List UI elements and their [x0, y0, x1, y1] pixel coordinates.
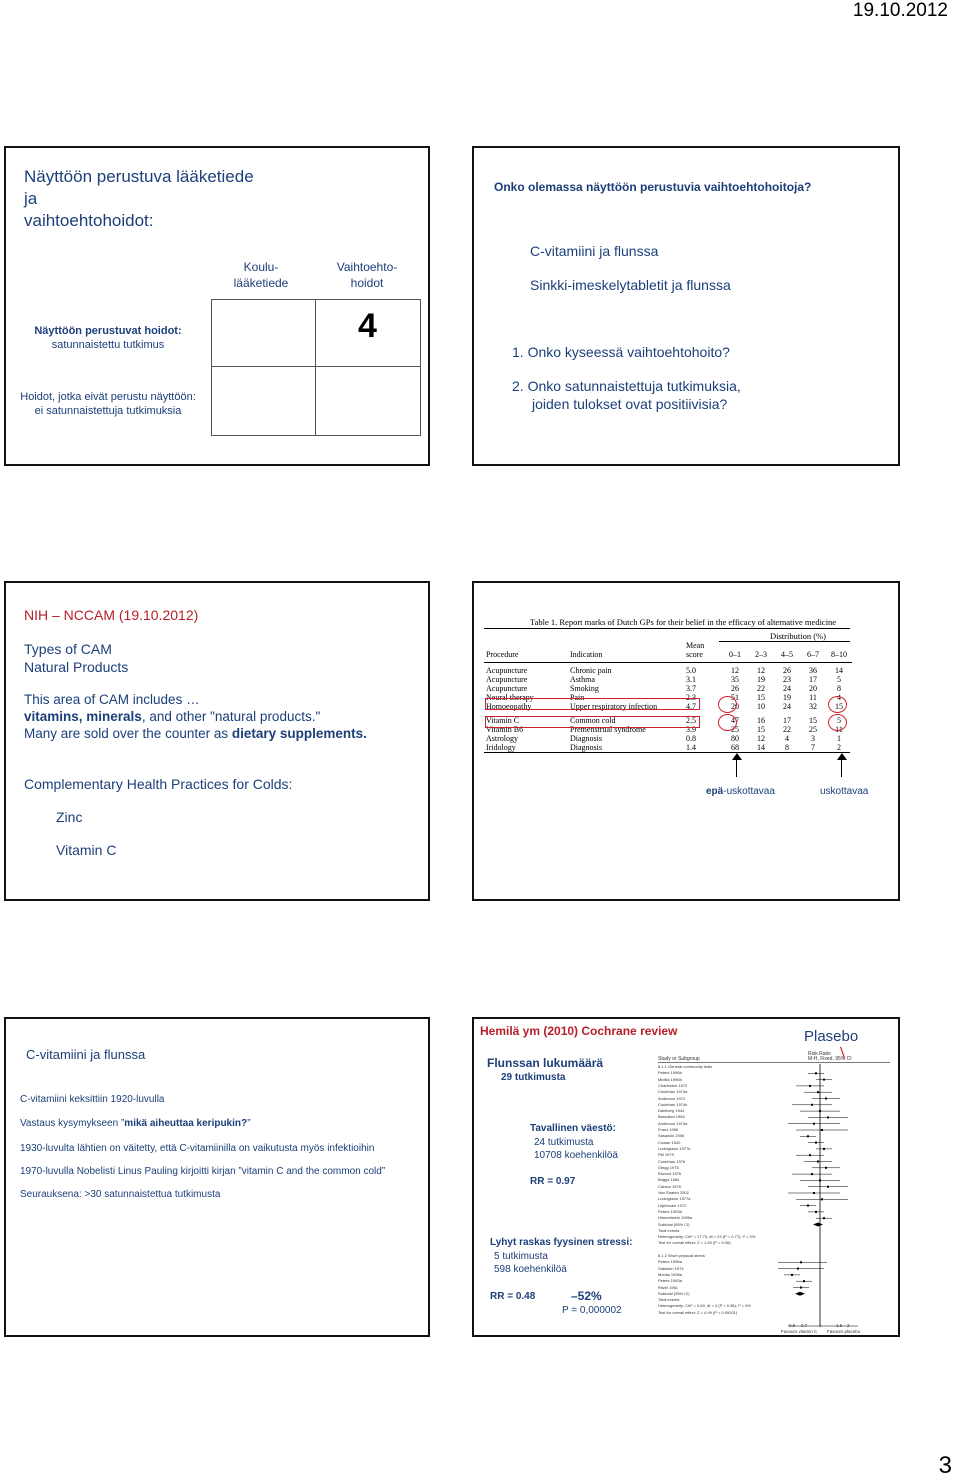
- gp-cell-distribution: 25: [731, 725, 739, 734]
- population-rr: RR = 0.97: [530, 1176, 576, 1187]
- page-number: 3: [938, 1452, 952, 1479]
- slide-evidence-table: [4, 146, 430, 466]
- gp-cell-distribution: 14: [835, 666, 843, 675]
- forest-plot: [658, 1051, 890, 1335]
- forest-point: [823, 1148, 825, 1150]
- forest-point: [811, 1104, 813, 1106]
- axis-favours-placebo: Favours placebo: [827, 1329, 861, 1334]
- gp-cell-distribution: 68: [731, 743, 739, 752]
- gp-table-row: [484, 666, 852, 675]
- slide3-practices: Complementary Health Practices for Colds:: [24, 776, 293, 792]
- forest-study-label: Liljeforsen 1972: [658, 1202, 687, 1208]
- gp-cell-mean: 3.7: [686, 684, 696, 693]
- stress-percent: –52%: [571, 1289, 602, 1303]
- forest-point: [821, 1129, 823, 1131]
- forest-diamond: [813, 1223, 823, 1227]
- forest-study-label: 8.1.2 Short physical stress: [658, 1253, 705, 1258]
- forest-point: [813, 1123, 815, 1125]
- gp-cell-distribution: 4: [785, 734, 789, 743]
- gp-table: [484, 641, 852, 752]
- gp-table-distribution-label: Distribution (%): [770, 631, 826, 641]
- forest-study-label: Test for overall effect: Z = 1.90 (P = 0.06): [658, 1240, 731, 1246]
- gp-cell-distribution: 51: [731, 693, 739, 702]
- gp-cell-distribution: 26: [783, 666, 791, 675]
- gp-col-dist: 4–5: [781, 650, 793, 659]
- forest-point: [817, 1161, 819, 1163]
- slide5-line1: C-vitamiini keksittiin 1920-luvulla: [20, 1094, 165, 1105]
- gp-cell-procedure: Vitamin C: [486, 716, 520, 725]
- forest-study-label: Sasazuki 2006: [658, 1133, 685, 1139]
- gp-table-rule-bottom: [484, 752, 850, 753]
- slide-vitamin-c-history: [4, 1017, 430, 1337]
- slide3-item-vitamin-c: Vitamin C: [56, 842, 117, 858]
- label-believable: uskottavaa: [820, 786, 869, 797]
- gp-cell-distribution: 12: [731, 666, 739, 675]
- highlight-homoeopathy: [485, 698, 700, 710]
- slide2-topic-zinc: Sinkki-imeskelytabletit ja flunssa: [530, 277, 731, 293]
- forest-point: [823, 1079, 825, 1081]
- forest-study-label: Pitt 1979: [658, 1152, 674, 1158]
- gp-cell-distribution: 3: [811, 734, 815, 743]
- forest-point: [811, 1173, 813, 1175]
- axis-tick: 2: [847, 1323, 850, 1328]
- gp-cell-distribution: 24: [783, 702, 791, 711]
- gp-cell-distribution: 19: [757, 675, 765, 684]
- forest-study-label: Bancalari 1984: [658, 1114, 685, 1120]
- gp-cell-mean: 5.0: [686, 666, 696, 675]
- forest-study-label: Subtotal (95% CI): [658, 1221, 690, 1227]
- forest-study-label: Heterogeneity: Chi² = 0.60, df = 4 (P = 0.96); I² = 0%: [658, 1303, 751, 1309]
- axis-tick: 0.5: [789, 1323, 796, 1328]
- slide-nccam: [4, 581, 430, 901]
- forest-study-label: Ludvigsson 1977b: [658, 1145, 691, 1151]
- forest-study-label: Total events: [658, 1297, 680, 1303]
- gp-cell-distribution: 15: [757, 725, 765, 734]
- slide5-line2: Vastaus kysymykseen ”mikä aiheuttaa keripukin?”: [20, 1118, 251, 1129]
- slide5-line4: 1970-luvulla Nobelisti Linus Pauling kirjoitti kirjan ”vitamin C and the common cold”: [20, 1166, 386, 1177]
- forest-point: [819, 1179, 821, 1181]
- gp-cell-distribution: 14: [757, 743, 765, 752]
- forest-study-label: Peters 1996a: [658, 1259, 682, 1265]
- row-label-no-evidence: Hoidot, jotka eivät perustu näyttöön: ei satunnaistettuja tutkimuksia: [20, 391, 196, 417]
- col-header-alternative: Vaihtoehto- hoidot: [336, 260, 398, 290]
- forest-study-list: [658, 1064, 798, 1314]
- slide2-question: Onko olemassa näyttöön perustuvia vaihtoehtohoitoja?: [494, 180, 812, 194]
- gp-cell-distribution: 22: [783, 725, 791, 734]
- slide3-item-zinc: Zinc: [56, 809, 83, 825]
- forest-point: [813, 1192, 815, 1194]
- gp-cell-mean: 4.7: [686, 702, 696, 711]
- arrowhead-left: [732, 753, 742, 760]
- forest-study-label: Franz 1956: [658, 1127, 679, 1132]
- gp-cell-distribution: 36: [809, 666, 817, 675]
- slide-alternative-questions: [472, 146, 900, 466]
- forest-marks: [778, 1064, 888, 1328]
- gp-cell-distribution: 12: [757, 734, 765, 743]
- forest-study-label: Glegg 1975: [658, 1164, 679, 1170]
- forest-point: [821, 1198, 823, 1200]
- evidence-grid: [211, 299, 421, 436]
- gp-cell-mean: 0.8: [686, 734, 696, 743]
- forest-study-label: Elwood 1976: [658, 1171, 682, 1177]
- gp-cell-procedure: Neural therapy: [486, 693, 534, 702]
- forest-header-rr-method: M-H, Fixed, 95% CI: [808, 1056, 852, 1062]
- forest-header-rule: [658, 1062, 890, 1063]
- gp-col-procedure: Procedure: [486, 650, 519, 659]
- gp-table-header-row: [484, 641, 852, 659]
- row-label-evidence: Näyttöön perustuvat hoidot: satunnaistettu tutkimus: [34, 325, 182, 351]
- gp-cell-distribution: 20: [731, 702, 739, 711]
- forest-point: [825, 1098, 827, 1100]
- forest-point: [800, 1287, 802, 1289]
- forest-study-label: Ritzel 1961: [658, 1284, 679, 1290]
- forest-point: [827, 1116, 829, 1118]
- slide-cochrane-review: [472, 1017, 900, 1337]
- stress-rr: RR = 0.48: [490, 1291, 536, 1302]
- gp-cell-distribution: 25: [809, 725, 817, 734]
- forest-study-label: Peters 1993b: [658, 1208, 682, 1214]
- gp-table-rule-top: [484, 628, 850, 629]
- gp-col-mean: Mean score: [686, 641, 705, 659]
- forest-point: [815, 1072, 817, 1074]
- forest-point: [815, 1142, 817, 1144]
- slide1-title: Näyttöön perustuva lääketiede ja vaihtoehtohoidot:: [24, 167, 254, 230]
- grid-cell-value: 4: [358, 307, 377, 345]
- flu-studies: 29 tutkimusta: [501, 1072, 566, 1083]
- circle-vitamin-c-high: [828, 714, 847, 731]
- forest-diamond: [795, 1292, 805, 1296]
- slide2-question-1: 1. Onko kyseessä vaihtoehtohoito?: [512, 344, 730, 360]
- stress-people: 598 koehenkilöä: [494, 1264, 567, 1275]
- forest-study-label: Ludvigsson 1977a: [658, 1196, 691, 1202]
- stress-heading: Lyhyt raskas fyysinen stressi:: [490, 1237, 633, 1248]
- forest-study-label: Himmelstein 1996a: [658, 1215, 693, 1221]
- forest-study-label: 8.1.1 General community trials: [658, 1064, 713, 1069]
- gp-col-dist: 0–1: [729, 650, 741, 659]
- axis-favours-vitamin-c: Favours vitamin C: [781, 1329, 818, 1334]
- forest-study-label: Peters 1996b: [658, 1070, 682, 1076]
- gp-cell-indication: Diagnosis: [570, 743, 602, 752]
- placebo-label: Plasebo: [804, 1028, 859, 1045]
- gp-cell-distribution: 15: [809, 716, 817, 725]
- gp-cell-mean: 2.3: [686, 693, 696, 702]
- forest-point: [817, 1091, 819, 1093]
- gp-cell-distribution: 5: [837, 716, 841, 725]
- stress-p-value: P = 0,000002: [562, 1305, 622, 1316]
- gp-cell-indication: Premenstrual syndrome: [570, 725, 646, 734]
- forest-point: [809, 1154, 811, 1156]
- slide6-title: Hemilä ym (2010) Cochrane review: [480, 1024, 678, 1038]
- forest-point: [807, 1135, 809, 1137]
- gp-cell-distribution: 17: [809, 675, 817, 684]
- flu-heading: Flunssan lukumäärä: [487, 1056, 604, 1070]
- forest-point: [791, 1274, 793, 1276]
- forest-study-label: Briggs 1984: [658, 1177, 680, 1183]
- gp-cell-distribution: 19: [783, 693, 791, 702]
- gp-col-dist: 6–7: [807, 650, 819, 659]
- gp-cell-procedure: Acupuncture: [486, 675, 528, 684]
- gp-cell-distribution: 11: [809, 693, 817, 702]
- forest-point: [809, 1085, 811, 1087]
- forest-study-label: Subtotal (95% CI): [658, 1290, 690, 1296]
- gp-table-row: [484, 684, 852, 693]
- circle-vitamin-c-low: [718, 714, 737, 731]
- forest-study-label: Dahlberg 1944: [658, 1108, 685, 1114]
- gp-cell-distribution: 47: [731, 716, 739, 725]
- circle-homoeopathy-low: [718, 696, 737, 713]
- axis-tick: 1: [819, 1323, 822, 1328]
- slide3-body: This area of CAM includes … vitamins, minerals, and other "natural products." Many are sold over the counter as dietary supplements.: [24, 692, 367, 741]
- forest-study-label: Coulehan 1976: [658, 1158, 686, 1164]
- label-unbelievable: epä-uskottavaa: [706, 786, 775, 797]
- gp-cell-indication: Smoking: [570, 684, 599, 693]
- forest-point: [823, 1217, 825, 1219]
- slide5-title: C-vitamiini ja flunssa: [26, 1047, 146, 1062]
- gp-table-title: Table 1. Report marks of Dutch GPs for their belief in the efficacy of alternative medicine: [530, 617, 837, 627]
- gp-table-grid: [484, 641, 852, 752]
- gp-cell-distribution: 7: [811, 743, 815, 752]
- slide3-heading: NIH – NCCAM (19.10.2012): [24, 607, 199, 623]
- forest-study-label: Miotila 1996b: [658, 1076, 682, 1082]
- arrowhead-right: [837, 753, 847, 760]
- gp-cell-distribution: 22: [757, 684, 765, 693]
- forest-study-label: Total events: [658, 1227, 680, 1233]
- gp-cell-procedure: Acupuncture: [486, 684, 528, 693]
- gp-table-row: [484, 743, 852, 752]
- forest-study-label: Charleston 1972: [658, 1082, 688, 1088]
- forest-study-label: Cowan 1942: [658, 1139, 681, 1145]
- gp-table-row: [484, 675, 852, 684]
- forest-study-label: Coulehan 1974b: [658, 1101, 688, 1107]
- gp-cell-distribution: 8: [837, 684, 841, 693]
- gp-cell-procedure: Astrology: [486, 734, 518, 743]
- gp-cell-mean: 3.9: [686, 725, 696, 734]
- population-people: 10708 koehenkilöä: [534, 1150, 618, 1161]
- forest-study-label: Van Straten 2002: [658, 1190, 689, 1195]
- forest-study-label: Coulehan 1974a: [658, 1089, 688, 1095]
- gp-cell-distribution: 12: [757, 666, 765, 675]
- gp-cell-mean: 2.5: [686, 716, 696, 725]
- forest-point: [819, 1110, 821, 1112]
- axis-tick: 1.5: [836, 1323, 843, 1328]
- gp-cell-distribution: 35: [731, 675, 739, 684]
- gp-cell-distribution: 26: [731, 684, 739, 693]
- gp-cell-distribution: 80: [731, 734, 739, 743]
- gp-cell-mean: 3.1: [686, 675, 696, 684]
- gp-cell-distribution: 8: [785, 743, 789, 752]
- gp-cell-distribution: 4: [837, 693, 841, 702]
- gp-cell-distribution: 24: [783, 684, 791, 693]
- col-header-conventional: Koulu- lääketiede: [233, 260, 289, 290]
- forest-point: [815, 1211, 817, 1213]
- page-date: 19.10.2012: [852, 0, 948, 21]
- gp-cell-indication: Chronic pain: [570, 666, 612, 675]
- gp-cell-distribution: 15: [835, 702, 843, 711]
- grid-divider-horizontal: [212, 366, 420, 367]
- gp-cell-distribution: 10: [757, 702, 765, 711]
- gp-cell-procedure: Iridology: [486, 743, 516, 752]
- gp-col-dist: 8–10: [831, 650, 847, 659]
- slide2-topic-vitamin-c: C-vitamiini ja flunssa: [530, 243, 659, 259]
- gp-cell-procedure: Vitamin B6: [486, 725, 524, 734]
- forest-point: [797, 1268, 799, 1270]
- gp-cell-distribution: 32: [809, 702, 817, 711]
- forest-study-label: Peters 1993a: [658, 1278, 682, 1284]
- gp-cell-indication: Pain: [570, 693, 585, 702]
- forest-point: [807, 1205, 809, 1207]
- gp-cell-distribution: 17: [783, 716, 791, 725]
- gp-table-row: [484, 734, 852, 743]
- forest-study-label: Sabiston 1974: [658, 1265, 684, 1271]
- gp-cell-indication: Upper respiratory infection: [570, 702, 658, 711]
- gp-col-indication: Indication: [570, 650, 603, 659]
- gp-cell-distribution: 23: [783, 675, 791, 684]
- gp-cell-procedure: Acupuncture: [486, 666, 528, 675]
- gp-cell-distribution: 20: [809, 684, 817, 693]
- gp-cell-distribution: 1: [837, 734, 841, 743]
- gp-cell-mean: 1.4: [686, 743, 696, 752]
- slide-gp-belief-table: [472, 581, 900, 901]
- slide2-question-2: 2. Onko satunnaistettuja tutkimuksia, joiden tulokset ovat positiivisia?: [512, 378, 741, 412]
- forest-study-label: Test for overall effect: Z = 4.99 (P < 0.00001): [658, 1309, 738, 1315]
- forest-header-rr: Risk Ratio: [808, 1051, 831, 1057]
- gp-cell-indication: Asthma: [570, 675, 595, 684]
- forest-header-study: Study or Subgroup: [658, 1056, 700, 1062]
- population-heading: Tavallinen väestö:: [530, 1123, 616, 1134]
- forest-point: [803, 1280, 805, 1282]
- gp-cell-distribution: 16: [757, 716, 765, 725]
- gp-col-dist: 2–3: [755, 650, 767, 659]
- gp-cell-procedure: Homoeopathy: [486, 702, 532, 711]
- axis-tick: 0.7: [801, 1323, 808, 1328]
- gp-cell-distribution: 11: [835, 725, 843, 734]
- slide3-types: Types of CAM Natural Products: [24, 641, 129, 675]
- population-studies: 24 tutkimusta: [534, 1137, 594, 1148]
- gp-cell-distribution: 15: [757, 693, 765, 702]
- slide5-line3: 1930-luvulta lähtien on väitetty, että C-vitamiinilla on vaikutusta myös infektioihin: [20, 1143, 375, 1154]
- forest-point: [800, 1261, 802, 1263]
- forest-study-label: Anderson 1974a: [658, 1120, 688, 1126]
- forest-point: [825, 1167, 827, 1169]
- gp-cell-indication: Common cold: [570, 716, 616, 725]
- stress-studies: 5 tutkimusta: [494, 1251, 548, 1262]
- circle-homoeopathy-high: [828, 696, 847, 713]
- forest-study-label: Carson 1975: [658, 1183, 681, 1189]
- gp-cell-distribution: 5: [837, 675, 841, 684]
- forest-point: [827, 1186, 829, 1188]
- highlight-vitamin-c: [485, 716, 700, 728]
- slide5-line5: Seurauksena: >30 satunnaistettua tutkimusta: [20, 1189, 221, 1200]
- forest-study-label: Anderson 1972: [658, 1095, 686, 1101]
- forest-study-label: Moolla 1996a: [658, 1271, 683, 1277]
- forest-study-label: Heterogeneity: Chi² = 17.73, df = 23 (P = 0.77); I² = 0%: [658, 1234, 756, 1240]
- gp-cell-distribution: 2: [837, 743, 841, 752]
- gp-cell-indication: Diagnosis: [570, 734, 602, 743]
